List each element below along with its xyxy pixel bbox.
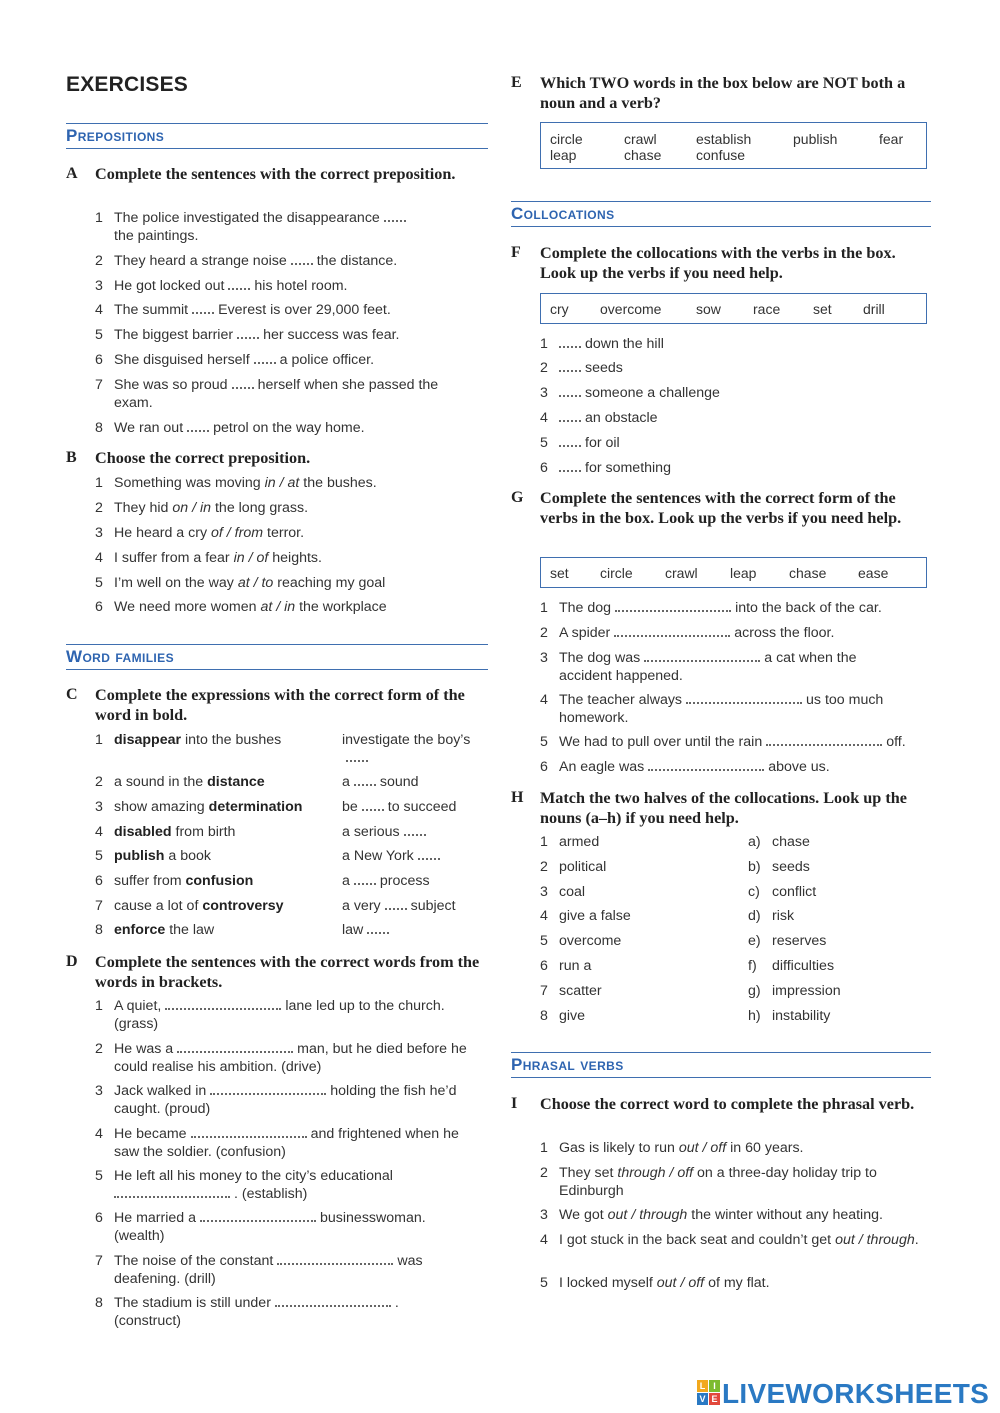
exercise-a-item-3: 3 He got locked out his hotel room. bbox=[95, 278, 348, 294]
exercise-a-item-8: 8 We ran out petrol on the way home. bbox=[95, 420, 365, 436]
exercise-i-item-5: 5 I locked myself out / off of my flat. bbox=[540, 1275, 770, 1291]
exercise-c-answer-2: a sound bbox=[342, 774, 419, 790]
logo-text: LIVEWORKSHEETS bbox=[722, 1378, 990, 1409]
exercise-a-item-4: 4 The summit Everest is over 29,000 feet. bbox=[95, 302, 391, 318]
exercise-c-item-1: 1 disappear into the bushes bbox=[95, 732, 282, 748]
exercise-h-right-a: a) chase bbox=[748, 834, 810, 850]
choice-options[interactable]: at / to bbox=[237, 575, 274, 591]
exercise-d-item-2: 2 He was a man, but he died before he could realise his ambition. (drive) bbox=[95, 1041, 467, 1075]
exercise-c-answer-4: a serious bbox=[342, 824, 430, 842]
exercise-c-item-6: 6 suffer from confusion bbox=[95, 873, 254, 889]
exercise-d-item-7: 7 The noise of the constant was deafening. (drill) bbox=[95, 1253, 423, 1287]
exercise-h-right-g: g) impression bbox=[748, 983, 841, 999]
box-word: cry bbox=[550, 301, 569, 317]
answer-blank[interactable] bbox=[384, 217, 406, 222]
section-header-phrasal-verbs: Phrasal verbs bbox=[511, 1052, 931, 1078]
box-word: drill bbox=[863, 301, 885, 317]
answer-blank[interactable] bbox=[362, 806, 384, 811]
choice-options[interactable]: out / through bbox=[835, 1232, 915, 1248]
exercise-h-right-e: e) reserves bbox=[748, 933, 827, 949]
answer-blank[interactable] bbox=[418, 855, 440, 860]
answer-blank[interactable] bbox=[385, 905, 407, 910]
exercise-h-left-6: 6 run a bbox=[540, 958, 592, 974]
answer-blank[interactable] bbox=[354, 781, 376, 786]
exercise-i-heading: I Choose the correct word to complete the phrasal verb. bbox=[511, 1095, 915, 1113]
exercise-instruction: Complete the sentences with the correct preposition. bbox=[95, 165, 456, 183]
box-word: chase bbox=[624, 147, 662, 163]
exercise-h-left-1: 1 armed bbox=[540, 834, 600, 850]
exercise-letter: A bbox=[66, 165, 78, 182]
exercise-e-heading: E Which TWO words in the box below are NOT both a noun and a verb? bbox=[511, 74, 906, 112]
exercise-a-item-2: 2 They heard a strange noise the distance. bbox=[95, 253, 398, 269]
exercise-c-answer-6: a process bbox=[342, 873, 430, 889]
exercise-h-right-f: f) difficulties bbox=[748, 958, 835, 974]
answer-blank[interactable] bbox=[367, 929, 389, 934]
exercise-c-heading: C Complete the expressions with the correct form of the word in bold. bbox=[66, 686, 465, 724]
exercise-c-item-4: 4 disabled from birth bbox=[95, 824, 236, 840]
exercise-i-item-4: 4 I got stuck in the back seat and couldn’t get out / through. bbox=[540, 1232, 919, 1248]
answer-blank[interactable] bbox=[291, 260, 313, 265]
box-word: publish bbox=[793, 131, 838, 147]
answer-blank[interactable] bbox=[559, 343, 581, 348]
exercise-f-item-6: 6 for something bbox=[540, 460, 671, 476]
exercise-g-item-3: 3 The dog was a cat when the accident happened. bbox=[540, 650, 857, 684]
answer-blank[interactable] bbox=[346, 757, 368, 762]
answer-blank[interactable] bbox=[165, 1005, 281, 1010]
answer-blank[interactable] bbox=[644, 657, 760, 662]
exercise-f-item-2: 2 seeds bbox=[540, 360, 623, 376]
logo-badge-icon: L I V E bbox=[697, 1380, 721, 1406]
box-word: ease bbox=[858, 565, 889, 581]
exercise-f-word-box bbox=[540, 293, 927, 324]
choice-options[interactable]: through / off bbox=[617, 1165, 694, 1181]
exercise-c-answer-3: be to succeed bbox=[342, 799, 457, 815]
exercise-f-item-1: 1 down the hill bbox=[540, 336, 664, 352]
answer-blank[interactable] bbox=[114, 1193, 230, 1198]
exercise-h-right-h: h) instability bbox=[748, 1008, 831, 1024]
exercise-c-answer-5: a New York bbox=[342, 848, 444, 866]
exercise-h-right-c: c) conflict bbox=[748, 884, 817, 900]
choice-options[interactable]: on / in bbox=[172, 500, 212, 516]
exercise-h-left-5: 5 overcome bbox=[540, 933, 622, 949]
exercise-d-item-3: 3 Jack walked in holding the fish he’d caught. (proud) bbox=[95, 1083, 457, 1117]
choice-options[interactable]: at / in bbox=[260, 599, 296, 615]
box-word: circle bbox=[600, 565, 633, 581]
exercise-c-answer-8: law bbox=[342, 922, 393, 940]
section-header-word-families: Word families bbox=[66, 644, 488, 670]
box-word: crawl bbox=[624, 131, 657, 147]
exercise-a-item-1: 1 The police investigated the disappearance the paintings. bbox=[95, 210, 440, 245]
exercise-g-item-6: 6 An eagle was above us. bbox=[540, 759, 830, 775]
answer-blank[interactable] bbox=[254, 359, 276, 364]
box-word: confuse bbox=[696, 147, 746, 163]
exercise-a-item-5: 5 The biggest barrier her success was fear. bbox=[95, 327, 400, 343]
box-word: overcome bbox=[600, 301, 662, 317]
answer-blank[interactable] bbox=[559, 392, 581, 397]
choice-options[interactable]: out / off bbox=[656, 1275, 705, 1291]
exercise-c-item-7: 7 cause a lot of controversy bbox=[95, 898, 284, 914]
exercise-b-item-2: 2 They hid on / in the long grass. bbox=[95, 500, 309, 516]
exercise-b-item-5: 5 I’m well on the way at / to reaching my goal bbox=[95, 575, 386, 591]
exercise-g-item-2: 2 A spider across the floor. bbox=[540, 625, 835, 641]
exercise-d-item-8: 8 The stadium is still under . (construct) bbox=[95, 1295, 399, 1329]
box-word: leap bbox=[550, 147, 577, 163]
box-word: circle bbox=[550, 131, 583, 147]
exercise-a-item-7: 7 She was so proud herself when she passed the exam. bbox=[95, 377, 439, 411]
box-word: leap bbox=[730, 565, 757, 581]
page-title: EXERCISES bbox=[66, 73, 189, 96]
exercise-b-item-4: 4 I suffer from a fear in / of heights. bbox=[95, 550, 322, 566]
box-word: chase bbox=[789, 565, 827, 581]
answer-blank[interactable] bbox=[277, 1260, 393, 1265]
box-word: fear bbox=[879, 131, 904, 147]
section-title: Prepositions bbox=[66, 126, 165, 145]
exercise-c-item-3: 3 show amazing determination bbox=[95, 799, 303, 815]
answer-blank[interactable] bbox=[615, 607, 731, 612]
liveworksheets-logo[interactable] bbox=[697, 1376, 995, 1412]
box-word: establish bbox=[696, 131, 752, 147]
answer-blank[interactable] bbox=[559, 417, 581, 422]
answer-blank[interactable] bbox=[210, 1090, 326, 1095]
exercise-g-item-5: 5 We had to pull over until the rain off. bbox=[540, 734, 906, 750]
answer-blank[interactable] bbox=[559, 367, 581, 372]
exercise-g-item-4: 4 The teacher always us too much homework. bbox=[540, 692, 884, 726]
exercise-f-item-3: 3 someone a challenge bbox=[540, 385, 720, 401]
exercise-h-left-3: 3 coal bbox=[540, 884, 586, 900]
exercise-g-heading: G Complete the sentences with the correct form of the verbs in the box. Look up the verbs if you need help. bbox=[511, 489, 902, 527]
answer-blank[interactable] bbox=[237, 334, 259, 339]
choice-options[interactable]: out / through bbox=[607, 1207, 688, 1223]
exercise-a-heading bbox=[66, 165, 488, 185]
answer-blank[interactable] bbox=[228, 285, 250, 290]
exercise-d-heading: D Complete the sentences with the correct words from the words in brackets. bbox=[66, 953, 480, 991]
answer-blank[interactable] bbox=[187, 427, 209, 432]
answer-blank[interactable] bbox=[200, 1217, 316, 1222]
exercise-d-item-6: 6 He married a businesswoman. (wealth) bbox=[95, 1210, 426, 1244]
exercise-b-item-1: 1 Something was moving in / at the bushes. bbox=[95, 475, 377, 491]
exercise-h-heading: H Match the two halves of the collocations. Look up the nouns (a–h) if you need help. bbox=[511, 789, 907, 827]
box-word: race bbox=[753, 301, 781, 317]
exercise-h-left-2: 2 political bbox=[540, 859, 607, 875]
box-word: set bbox=[813, 301, 832, 317]
choice-options[interactable]: in / at bbox=[264, 475, 300, 491]
exercise-d-item-1: 1 A quiet, lane led up to the church. (grass) bbox=[95, 998, 445, 1032]
section-header-prepositions bbox=[66, 123, 488, 149]
exercise-i-item-3: 3 We got out / through the winter without any heating. bbox=[540, 1207, 883, 1223]
exercise-d-item-4: 4 He became and frightened when he saw the soldier. (confusion) bbox=[95, 1126, 459, 1160]
exercise-h-left-4: 4 give a false bbox=[540, 908, 631, 924]
box-word: crawl bbox=[665, 565, 698, 581]
section-header-collocations: Collocations bbox=[511, 201, 931, 227]
exercise-a-item-6: 6 She disguised herself a police officer. bbox=[95, 352, 375, 368]
answer-blank[interactable] bbox=[191, 1133, 307, 1138]
exercise-c-item-8: 8 enforce the law bbox=[95, 922, 215, 938]
answer-blank[interactable] bbox=[648, 766, 764, 771]
exercise-f-heading: F Complete the collocations with the verbs in the box. Look up the verbs if you need help. bbox=[511, 244, 896, 282]
answer-blank[interactable] bbox=[354, 880, 376, 885]
exercise-b-item-6: 6 We need more women at / in the workplace bbox=[95, 599, 387, 615]
answer-blank[interactable] bbox=[404, 831, 426, 836]
answer-blank[interactable] bbox=[275, 1302, 391, 1307]
answer-blank[interactable] bbox=[559, 442, 581, 447]
exercise-f-item-4: 4 an obstacle bbox=[540, 410, 658, 426]
exercise-h-left-8: 8 give bbox=[540, 1008, 586, 1024]
choice-options[interactable]: out / off bbox=[678, 1140, 727, 1156]
answer-blank[interactable] bbox=[177, 1048, 293, 1053]
choice-options[interactable]: of / from bbox=[211, 525, 264, 541]
exercise-c-item-5: 5 publish a book bbox=[95, 848, 212, 864]
exercise-g-word-box bbox=[540, 557, 927, 588]
exercise-g-item-1: 1 The dog into the back of the car. bbox=[540, 600, 882, 616]
answer-blank[interactable] bbox=[686, 699, 802, 704]
exercise-b-heading: B Choose the correct preposition. bbox=[66, 449, 311, 467]
exercise-e-word-box bbox=[540, 122, 927, 169]
exercise-d-item-5: 5 He left all his money to the city’s educational . (establish) bbox=[95, 1168, 393, 1202]
exercise-i-item-1: 1 Gas is likely to run out / off in 60 years. bbox=[540, 1140, 804, 1156]
exercise-c-item-2: 2 a sound in the distance bbox=[95, 774, 265, 790]
answer-blank[interactable] bbox=[766, 741, 882, 746]
box-word: sow bbox=[696, 301, 721, 317]
exercise-i-item-2: 2 They set through / off on a three-day holiday trip to Edinburgh bbox=[540, 1165, 877, 1199]
exercise-h-right-b: b) seeds bbox=[748, 859, 810, 875]
answer-blank[interactable] bbox=[559, 467, 581, 472]
exercise-h-left-7: 7 scatter bbox=[540, 983, 602, 999]
exercise-c-answer-1: investigate the boy’s bbox=[342, 732, 482, 767]
answer-blank[interactable] bbox=[192, 309, 214, 314]
box-word: set bbox=[550, 565, 569, 581]
answer-blank[interactable] bbox=[232, 384, 254, 389]
choice-options[interactable]: in / of bbox=[233, 550, 269, 566]
exercise-b-item-3: 3 He heard a cry of / from terror. bbox=[95, 525, 305, 541]
exercise-c-answer-7: a very subject bbox=[342, 898, 456, 914]
exercise-f-item-5: 5 for oil bbox=[540, 435, 620, 451]
exercise-h-right-d: d) risk bbox=[748, 908, 795, 924]
answer-blank[interactable] bbox=[614, 632, 730, 637]
